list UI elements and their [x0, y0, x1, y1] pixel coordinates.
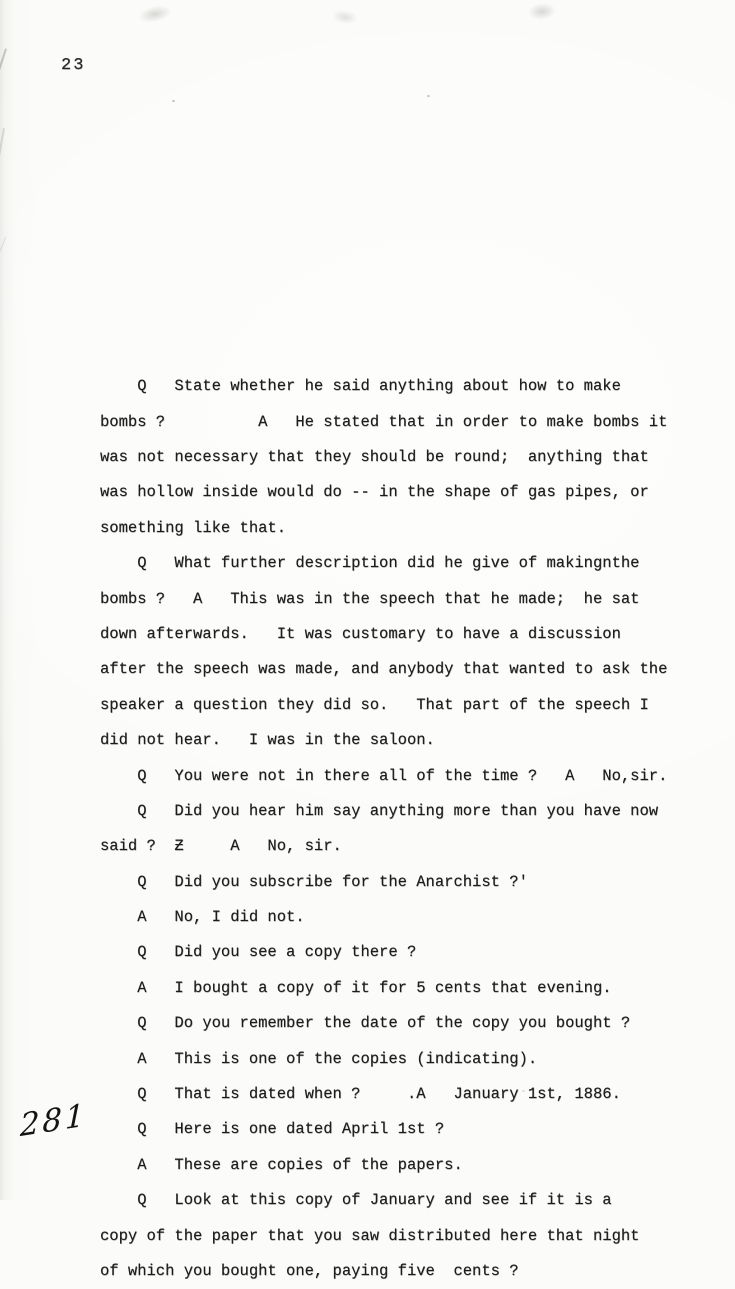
transcript-line: Q Did you hear him say anything more than you have now: [100, 801, 659, 820]
scan-smudge: [527, 2, 557, 22]
transcript-line: A This is one of the copies (indicating).: [100, 1049, 538, 1068]
scan-smudge: [137, 3, 174, 26]
transcript-line: A These are copies of the papers.: [100, 1155, 463, 1174]
transcript-line: Q Here is one dated April 1st ?: [100, 1120, 445, 1139]
transcript-lines: [100, 263, 667, 1289]
transcript-line: something like that.: [100, 518, 287, 537]
scan-smudge: [331, 8, 359, 25]
scan-edge-streak: [0, 128, 5, 162]
transcript-line: Q Did you see a copy there ?: [100, 943, 417, 962]
transcript-line: copy of the paper that you saw distributed here that night: [100, 1226, 640, 1245]
transcript-line: after the speech was made, and anybody that wanted to ask the: [100, 660, 668, 679]
transcript-line: Q Did you subscribe for the Anarchist ?': [100, 872, 528, 891]
transcript-line: speaker a question they did so. That part of the speech I: [100, 695, 649, 714]
transcript-line: Q State whether he said anything about how to make: [100, 377, 621, 396]
transcript-line: was hollow inside would do -- in the shape of gas pipes, or: [100, 483, 649, 502]
transcript-line: A I bought a copy of it for 5 cents that evening.: [100, 978, 612, 997]
transcript-line: A No, I did not.: [100, 908, 305, 927]
transcript-line: was not necessary that they should be round; anything that: [100, 448, 649, 466]
transcript-line: Q You were not in there all of the time ? A No,sir.: [100, 766, 668, 785]
dust-speck: [172, 100, 175, 102]
typed-page-number: 23: [61, 56, 86, 75]
transcript-line: bombs ? A He stated that in order to make bombs it: [100, 412, 668, 431]
handwritten-page-number: 281: [19, 1097, 88, 1145]
scan-edge-streak: [0, 48, 7, 73]
transcript-line: down afterwards. It was customary to have a discussion: [100, 624, 621, 643]
transcript-line: Q Do you remember the date of the copy you bought ?: [100, 1014, 631, 1033]
transcript-line: said ? Ƶ A No, sir.: [100, 837, 342, 856]
dust-speck: [427, 95, 430, 97]
scan-edge-streak: [0, 236, 6, 253]
transcript-line: bombs ? A This was in the speech that he made; he sat: [100, 589, 640, 608]
transcript-line: Q That is dated when ? .A January 1st, 1886.: [100, 1085, 621, 1104]
transcript-line: Q What further description did he give of makingnthe: [100, 554, 640, 573]
transcript-line: of which you bought one, paying five cents ?: [100, 1261, 519, 1280]
transcript-line: Q Look at this copy of January and see if it is a: [100, 1191, 612, 1210]
transcript-line: did not hear. I was in the saloon.: [100, 731, 435, 750]
